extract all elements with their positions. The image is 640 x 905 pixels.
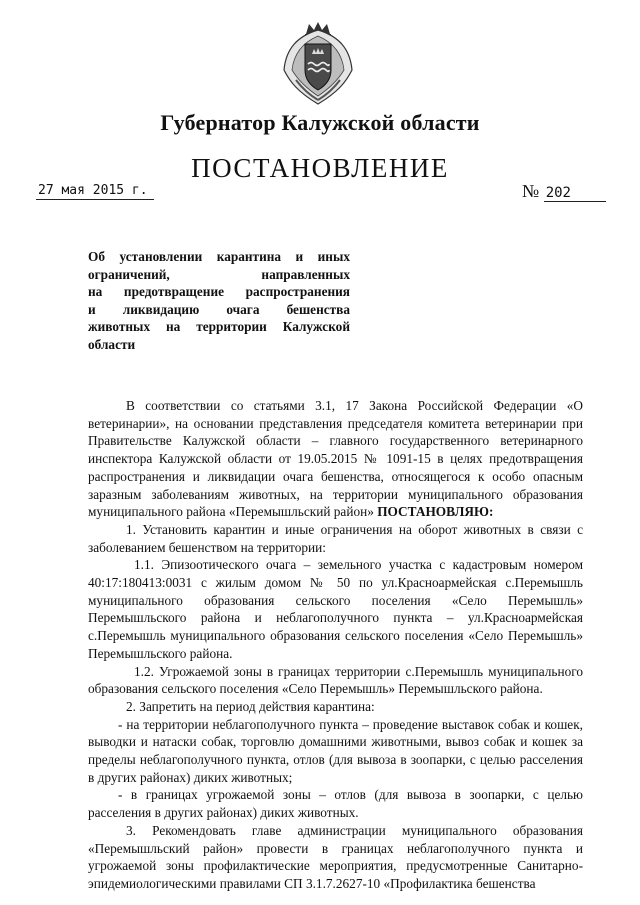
preamble-paragraph <box>88 397 583 521</box>
preamble-text: В соответствии со статьями 3.1, 17 Закона Российской Федерации «О ветеринарии», на основании представления председателя комитета ветеринарии при Правительстве Калужской области – главного государственного ветеринарного инспектора Калужской области от 19.05.2015 № 1091-15 в целях предотвращения распространения и ликвидации очага бешенства, относящегося к особо опасным заразным заболеваниям животных, на территории муниципального образования муниципального района «Перемышльский район» <box>88 398 583 520</box>
issuing-authority: Губернатор Калужской области <box>160 110 480 135</box>
subject-line: области <box>88 336 136 352</box>
clause-1: 1. Установить карантин и иные ограничения на оборот животных в связи с заболеванием бешенством на территории: <box>88 521 583 555</box>
subject-line: животных на территории Калужской <box>88 319 350 334</box>
document-number <box>522 181 606 202</box>
document-type: ПОСТАНОВЛЕНИЕ <box>191 153 449 183</box>
subject-line: и ликвидацию очага бешенства <box>88 301 350 317</box>
clause-1-1: 1.1. Эпизоотического очага – земельного участка с кадастровым номером 40:17:180413:0031 с жилым домом № 50 по ул.Красноармейская с.Перемышль муниципального образования сельского поселения «Село Перемышль» Перемышльского района и неблагополучного пункта – ул.Красноармейская с.Перемышль муниципального образования сельского поселения «Село Перемышль» Перемышльского района. <box>88 557 583 661</box>
document-body <box>88 397 583 893</box>
clause-2: 2. Запретить на период действия карантина: <box>126 698 375 714</box>
number-value: 202 <box>544 185 606 202</box>
clause-3: 3. Рекомендовать главе администрации муниципального образования «Перемышльский район» провести в границах неблагополучного пункта и угрожаемой зоны профилактические мероприятия, предусмотренные Санитарно-эпидемиологическими правилами СП 3.1.7.2627-10 «Профилактика бешенства <box>88 822 583 891</box>
subject-line: Об установлении карантина и иных <box>88 249 350 264</box>
clause-2-item-b: - в границах угрожаемой зоны – отлов (для вывоза в зоопарки, с целью расселения в других районах) диких животных. <box>88 787 583 821</box>
number-sign: № <box>522 181 540 201</box>
clause-1-2: 1.2. Угрожаемой зоны в границах территории с.Перемышль муниципального образования сельского поселения «Село Перемышль» Перемышльского района. <box>88 663 583 697</box>
resolve-word: ПОСТАНОВЛЯЮ: <box>377 504 494 520</box>
document-date: 27 мая 2015 г. <box>36 183 154 200</box>
subject-line: ограничений, направленных <box>88 266 350 282</box>
coat-of-arms-icon <box>278 20 358 106</box>
document-subject <box>88 248 350 353</box>
clause-2-item-a: - на территории неблагополучного пункта – проведение выставок собак и кошек, выводки и натаски собак, торговлю домашними животными, вывоз собак и кошек за пределы неблагополучного пункта, отлов (для вывоза в зоопарки, с целью расселения в других районах) диких животных; <box>88 716 583 785</box>
subject-line: на предотвращение распространения <box>88 284 350 299</box>
